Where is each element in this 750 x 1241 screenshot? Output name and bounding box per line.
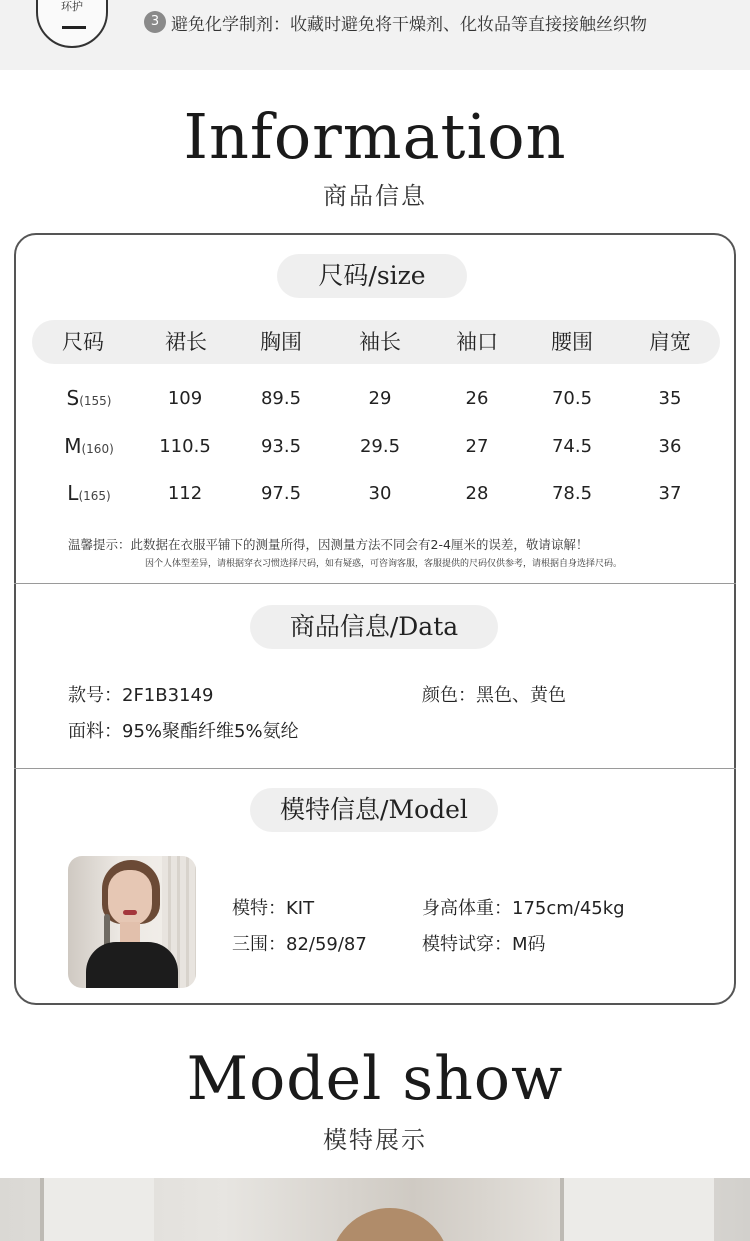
model-show-subtitle: 模特展示: [323, 1126, 427, 1154]
table-cell: 97.5: [260, 483, 302, 504]
th-sleeve: 袖长: [359, 330, 401, 354]
product-fabric: 面料：95%聚酯纤维5%氨纶: [68, 721, 299, 742]
size-section-pill: [277, 254, 467, 298]
table-cell: 70.5: [551, 388, 593, 409]
divider-size-data: [14, 583, 736, 584]
model-measurements: 三围：82/59/87: [232, 934, 367, 955]
model-size-worn: 模特试穿：M码: [422, 934, 546, 955]
table-cell: 109: [167, 388, 203, 409]
table-cell: 93.5: [260, 436, 302, 457]
size-note-sub: 因个人体型差异，请根据穿衣习惯选择尺码，如有疑惑，可咨询客服，客服提供的尺码仅供参考，请根据自身选择尺码。: [145, 559, 623, 569]
information-subtitle: 商品信息: [323, 182, 427, 210]
model-height-weight: 身高体重：175cm/45kg: [422, 898, 625, 919]
table-cell: 28: [465, 483, 489, 504]
th-shoulder: 肩宽: [649, 330, 691, 354]
th-size: 尺码: [62, 330, 104, 354]
information-title: Information: [183, 100, 567, 173]
model-section-pill: [250, 788, 498, 832]
divider-data-model: [14, 768, 736, 769]
th-waist: 腰围: [551, 330, 593, 354]
table-row-size: [67, 386, 112, 410]
size-letter: L: [67, 481, 79, 505]
model-show-title: Model show: [186, 1044, 564, 1114]
table-cell: 37: [658, 483, 682, 504]
care-tips-strip: [0, 0, 750, 70]
care-badge-label: 环护: [61, 0, 83, 13]
table-cell: 112: [167, 483, 203, 504]
table-cell: 74.5: [551, 436, 593, 457]
model-pill-cn: 模特信息/: [280, 795, 389, 824]
product-color: 颜色：黑色、黄色: [422, 685, 566, 706]
table-cell: 36: [658, 436, 682, 457]
care-tip-text: 避免化学制剂：收藏时避免将干燥剂、化妆品等直接接触丝织物: [171, 15, 647, 35]
size-height: (160): [81, 442, 114, 456]
size-height: (155): [79, 394, 112, 408]
th-length: 裙长: [165, 330, 207, 354]
size-letter: M: [64, 434, 82, 458]
table-cell: 26: [465, 388, 489, 409]
th-cuff: 袖口: [456, 330, 498, 354]
model-show-photo: [0, 1178, 750, 1241]
model-photo: [68, 856, 196, 988]
data-pill-cn: 商品信息/: [289, 612, 399, 641]
data-section-pill: [250, 605, 498, 649]
care-badge-dash: [62, 26, 86, 29]
table-cell: 78.5: [551, 483, 593, 504]
table-cell: 30: [368, 483, 392, 504]
table-cell: 110.5: [159, 436, 211, 457]
table-cell: 89.5: [260, 388, 302, 409]
th-bust: 胸围: [260, 330, 302, 354]
size-pill-cn: 尺码/: [318, 261, 377, 290]
style-number: 款号：2F1B3149: [68, 685, 214, 706]
model-name: 模特：KIT: [232, 898, 315, 919]
care-badge: [36, 0, 108, 48]
table-row-size: [67, 481, 110, 505]
size-pill-en: size: [376, 261, 426, 290]
care-tip-number: 3: [144, 11, 166, 33]
table-cell: 27: [465, 436, 489, 457]
size-height: (165): [78, 489, 111, 503]
model-pill-en: Model: [388, 795, 468, 824]
table-row-size: [64, 434, 114, 458]
data-pill-en: Data: [398, 612, 459, 641]
size-note-main: 温馨提示：此数据在衣服平铺下的测量所得，因测量方法不同会有2-4厘米的误差，敬请谅解！: [68, 537, 589, 552]
table-cell: 29.5: [359, 436, 401, 457]
table-cell: 35: [658, 388, 682, 409]
table-cell: 29: [368, 388, 392, 409]
size-letter: S: [66, 386, 80, 410]
